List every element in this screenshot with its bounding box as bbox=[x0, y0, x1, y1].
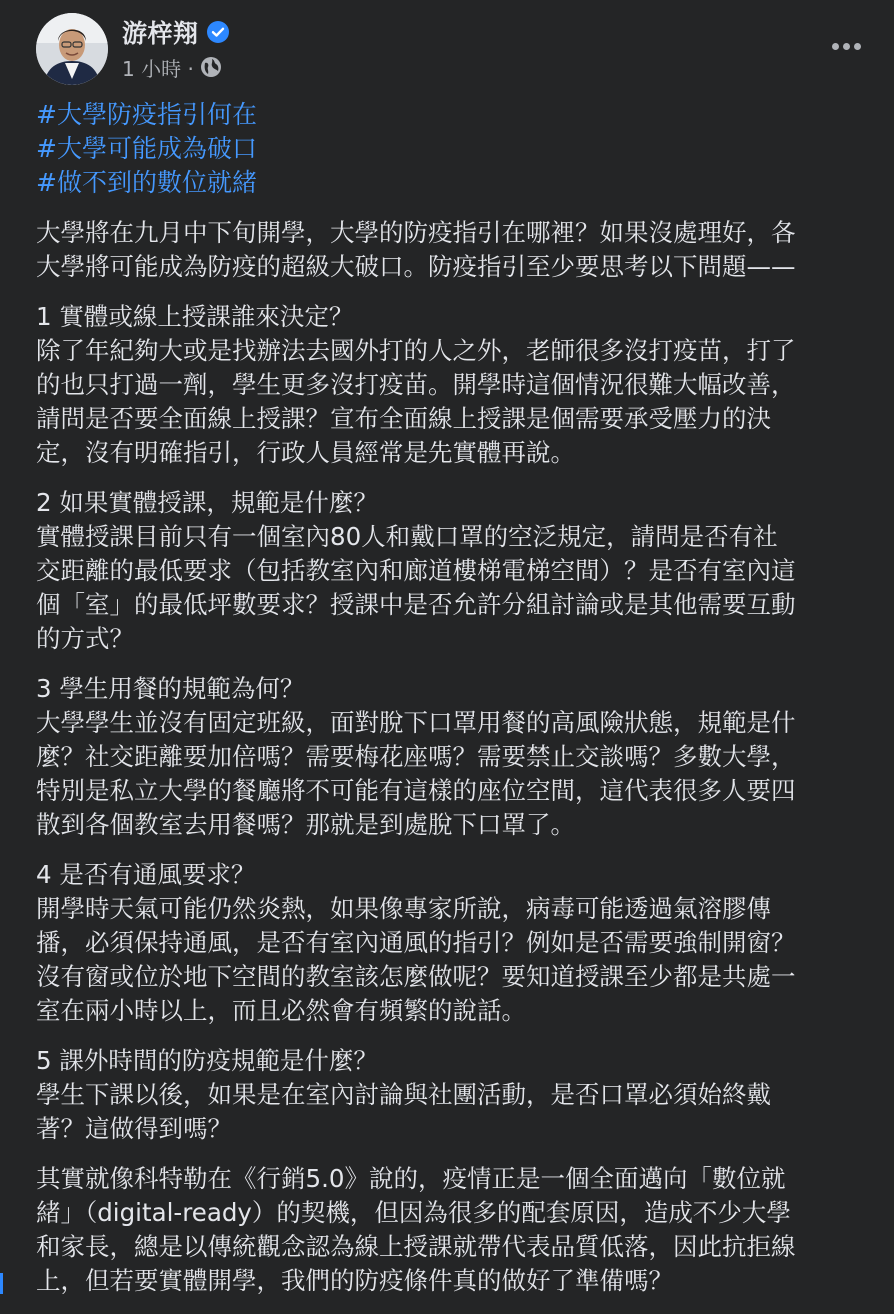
post-paragraph-3: 3 學生用餐的規範為何？ 大學學生並沒有固定班級，面對脫下口罩用餐的高風險狀態，規範是什 麼？社交距離要加倍嗎？需要梅花座嗎？需要禁止交談嗎？多數大學， 特別是私立大學的餐廳將不可能有這樣的座位空間，這代表很多人要四 散到各個教室去用餐嗎？那就是到處脫下口罩了。 bbox=[36, 674, 796, 839]
post-content bbox=[36, 98, 876, 1314]
author-row bbox=[122, 15, 229, 49]
post-paragraph-4: 4 是否有通風要求？ 開學時天氣可能仍然炎熱，如果像專家所說，病毒可能透過氣溶膠傳 播，必須保持通風，是否有室內通風的指引？例如是否需要強制開窗？ 沒有窗或位於地下空間的教室該怎麼做呢？要知道授課至少都是共處一 室在兩小時以上，而且必然會有頻繁的說話。 bbox=[36, 860, 796, 1025]
author-name[interactable]: 游梓翔 bbox=[122, 19, 199, 48]
post-timestamp[interactable]: 1 小時 · bbox=[122, 56, 194, 81]
author-avatar[interactable] bbox=[36, 13, 108, 85]
scroll-edge-indicator bbox=[0, 1273, 3, 1294]
post-header bbox=[36, 13, 866, 85]
post-paragraph-5: 5 課外時間的防疫規範是什麼？ 學生下課以後，如果是在室內討論與社團活動，是否口罩必須始終戴 著？這做得到嗎？ bbox=[36, 1046, 771, 1143]
more-options-icon[interactable] bbox=[826, 35, 866, 57]
post-paragraph-intro: 大學將在九月中下旬開學，大學的防疫指引在哪裡？如果沒處理好，各 大學將可能成為防疫的超級大破口。防疫指引至少要思考以下問題—— bbox=[36, 218, 796, 281]
hashtag-link[interactable]: #做不到的數位就緒 bbox=[36, 168, 257, 197]
post-paragraph-1: 1 實體或線上授課誰來決定？ 除了年紀夠大或是找辦法去國外打的人之外，老師很多沒打疫苗，打了 的也只打過一劑，學生更多沒打疫苗。開學時這個情況很難大幅改善， 請問是否要全面線上授課？宣布全面線上授課是個需要承受壓力的決 定，沒有明確指引，行政人員經常是先實體再說。 bbox=[36, 302, 796, 467]
avatar-photo bbox=[36, 13, 108, 85]
post-paragraph-conclusion: 其實就像科特勒在《行銷5.0》說的，疫情正是一個全面邁向「數位就 緒」（digital-ready）的契機，但因為很多的配套原因，造成不少大學 和家長，總是以傳統觀念認為線上授課就帶代表品質低落，因此抗拒線 上，但若要實體開學，我們的防疫條件真的做好了準備嗎？ bbox=[36, 1164, 796, 1295]
hashtag-link[interactable]: #大學防疫指引何在 bbox=[36, 100, 257, 129]
verified-badge-icon bbox=[207, 21, 229, 43]
post-meta bbox=[122, 53, 222, 81]
post-paragraph-2: 2 如果實體授課，規範是什麼？ 實體授課目前只有一個室內80人和戴口罩的空泛規定，請問是否有社 交距離的最低要求（包括教室內和廊道樓梯電梯空間）？是否有室內這 個「室」的最低坪數要求？授課中是否允許分組討論或是其他需要互動 的方式？ bbox=[36, 488, 796, 653]
globe-icon[interactable] bbox=[200, 56, 222, 78]
hashtag-list bbox=[36, 98, 876, 200]
hashtag-link[interactable]: #大學可能成為破口 bbox=[36, 134, 257, 163]
